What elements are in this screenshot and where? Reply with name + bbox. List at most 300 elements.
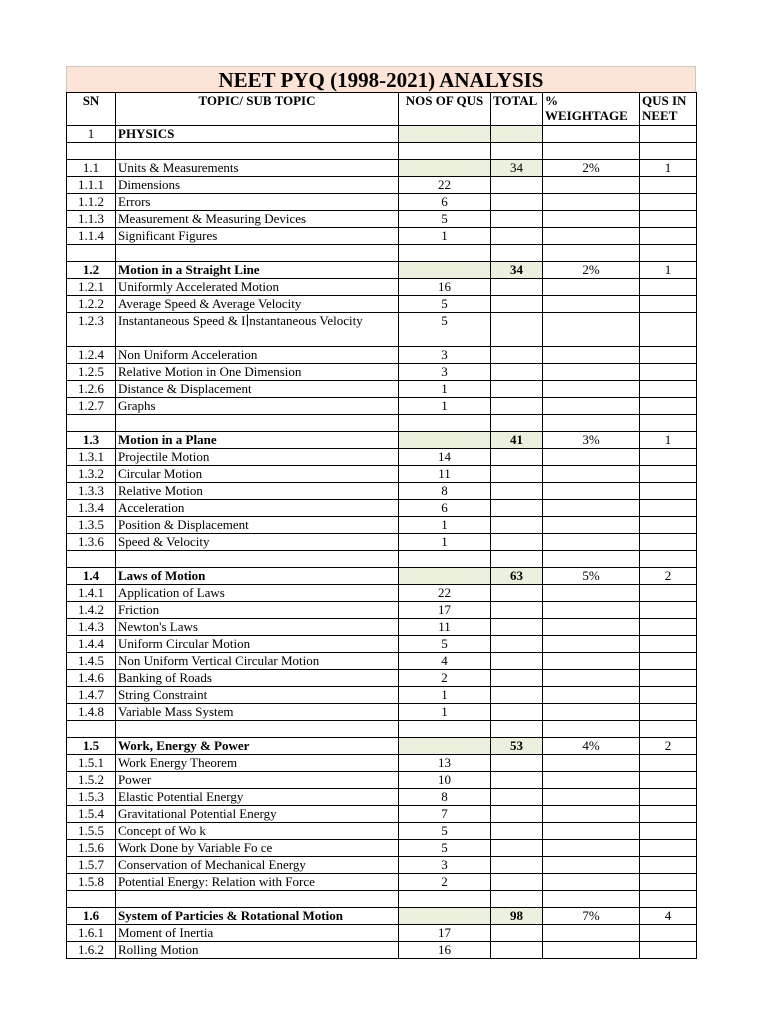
topic-row (67, 177, 697, 194)
topic-weightage-cell (543, 653, 640, 670)
section-nos-cell (399, 568, 491, 585)
topic-weightage-cell (543, 670, 640, 687)
topic-name: Work Done by Variable Fo ce (116, 840, 399, 857)
subject-row (67, 126, 697, 143)
section-neet: 2 (640, 568, 697, 585)
topic-name: Friction (116, 602, 399, 619)
topic-count: 1 (399, 398, 491, 415)
empty-cell (67, 721, 116, 738)
section-name: Motion in a Plane (116, 432, 399, 449)
topic-neet-cell (640, 925, 697, 942)
section-nos-cell (399, 160, 491, 177)
topic-count: 1 (399, 534, 491, 551)
topic-count: 14 (399, 449, 491, 466)
spacer-row (67, 415, 697, 432)
section-row (67, 568, 697, 585)
topic-count: 10 (399, 772, 491, 789)
topic-total-cell (491, 874, 543, 891)
topic-sn: 1.4.4 (67, 636, 116, 653)
section-sn: 1.3 (67, 432, 116, 449)
topic-sn: 1.3.1 (67, 449, 116, 466)
topic-total-cell (491, 687, 543, 704)
topic-count: 6 (399, 500, 491, 517)
empty-cell (67, 551, 116, 568)
empty-cell (640, 891, 697, 908)
section-name: Motion in a Straight Line (116, 262, 399, 279)
topic-total-cell (491, 789, 543, 806)
topic-neet-cell (640, 840, 697, 857)
topic-row (67, 772, 697, 789)
topic-count: 5 (399, 840, 491, 857)
topic-count: 22 (399, 585, 491, 602)
empty-cell (543, 245, 640, 262)
topic-row (67, 364, 697, 381)
topic-count: 1 (399, 517, 491, 534)
section-neet: 2 (640, 738, 697, 755)
topic-weightage-cell (543, 840, 640, 857)
topic-weightage-cell (543, 347, 640, 364)
topic-name: Rolling Motion (116, 942, 399, 959)
spacer-row (67, 551, 697, 568)
topic-sn: 1.1.1 (67, 177, 116, 194)
topic-total-cell (491, 670, 543, 687)
section-total: 34 (491, 160, 543, 177)
topic-row (67, 228, 697, 245)
topic-sn: 1.5.3 (67, 789, 116, 806)
topic-total-cell (491, 347, 543, 364)
analysis-sheet (66, 66, 696, 959)
topic-row (67, 483, 697, 500)
topic-neet-cell (640, 772, 697, 789)
topic-row (67, 279, 697, 296)
topic-total-cell (491, 313, 543, 347)
topic-total-cell (491, 211, 543, 228)
topic-weightage-cell (543, 381, 640, 398)
empty-cell (399, 143, 491, 160)
empty-cell (67, 891, 116, 908)
topic-row (67, 653, 697, 670)
topic-name: Concept of Wo k (116, 823, 399, 840)
topic-weightage-cell (543, 857, 640, 874)
topic-name: Banking of Roads (116, 670, 399, 687)
topic-neet-cell (640, 364, 697, 381)
topic-total-cell (491, 942, 543, 959)
topic-name: Variable Mass System (116, 704, 399, 721)
empty-cell (543, 551, 640, 568)
empty-cell (491, 891, 543, 908)
topic-count: 1 (399, 381, 491, 398)
topic-sn: 1.3.5 (67, 517, 116, 534)
topic-weightage-cell (543, 755, 640, 772)
section-name: System of Particies & Rotational Motion (116, 908, 399, 925)
empty-cell (640, 415, 697, 432)
empty-cell (116, 721, 399, 738)
topic-name: Elastic Potential Energy (116, 789, 399, 806)
topic-row (67, 296, 697, 313)
topic-name: Work Energy Theorem (116, 755, 399, 772)
topic-total-cell (491, 296, 543, 313)
topic-total-cell (491, 840, 543, 857)
topic-count: 2 (399, 874, 491, 891)
topic-total-cell (491, 925, 543, 942)
topic-row (67, 789, 697, 806)
topic-count: 16 (399, 942, 491, 959)
topic-neet-cell (640, 857, 697, 874)
spacer-row (67, 143, 697, 160)
topic-row (67, 449, 697, 466)
topic-row (67, 823, 697, 840)
subject-name: PHYSICS (116, 126, 399, 143)
topic-neet-cell (640, 619, 697, 636)
topic-weightage-cell (543, 585, 640, 602)
topic-count: 5 (399, 823, 491, 840)
topic-count: 5 (399, 636, 491, 653)
topic-total-cell (491, 704, 543, 721)
section-total: 34 (491, 262, 543, 279)
topic-count: 2 (399, 670, 491, 687)
topic-weightage-cell (543, 177, 640, 194)
header-sn: SN (67, 93, 116, 126)
topic-row (67, 840, 697, 857)
header-total: TOTAL (491, 93, 543, 126)
topic-neet-cell (640, 177, 697, 194)
section-row (67, 908, 697, 925)
topic-sn: 1.4.2 (67, 602, 116, 619)
topic-row (67, 500, 697, 517)
header-neet-line1: QUS IN (642, 93, 687, 108)
topic-sn: 1.1.3 (67, 211, 116, 228)
topic-row (67, 874, 697, 891)
topic-row (67, 704, 697, 721)
empty-cell (491, 245, 543, 262)
topic-name: Graphs (116, 398, 399, 415)
subject-neet-cell (640, 126, 697, 143)
topic-row (67, 925, 697, 942)
topic-row (67, 211, 697, 228)
topic-neet-cell (640, 398, 697, 415)
topic-sn: 1.5.8 (67, 874, 116, 891)
topic-sn: 1.5.6 (67, 840, 116, 857)
topic-row (67, 517, 697, 534)
topic-neet-cell (640, 636, 697, 653)
section-total: 41 (491, 432, 543, 449)
topic-name: Non Uniform Acceleration (116, 347, 399, 364)
topic-weightage-cell (543, 789, 640, 806)
section-name: Work, Energy & Power (116, 738, 399, 755)
topic-weightage-cell (543, 823, 640, 840)
topic-count: 17 (399, 925, 491, 942)
topic-sn: 1.2.7 (67, 398, 116, 415)
topic-neet-cell (640, 449, 697, 466)
topic-row (67, 585, 697, 602)
section-sn: 1.6 (67, 908, 116, 925)
topic-sn: 1.4.6 (67, 670, 116, 687)
topic-sn: 1.6.2 (67, 942, 116, 959)
empty-cell (543, 143, 640, 160)
topic-count: 17 (399, 602, 491, 619)
section-sn: 1.2 (67, 262, 116, 279)
topic-name: Application of Laws (116, 585, 399, 602)
subject-weightage-cell (543, 126, 640, 143)
subject-total-cell (491, 126, 543, 143)
topic-count: 1 (399, 228, 491, 245)
empty-cell (67, 245, 116, 262)
spacer-row (67, 245, 697, 262)
topic-weightage-cell (543, 398, 640, 415)
section-row (67, 432, 697, 449)
section-nos-cell (399, 262, 491, 279)
header-topic: TOPIC/ SUB TOPIC (116, 93, 399, 126)
empty-cell (543, 721, 640, 738)
spacer-row (67, 891, 697, 908)
topic-total-cell (491, 806, 543, 823)
topic-name: Projectile Motion (116, 449, 399, 466)
topic-neet-cell (640, 381, 697, 398)
topic-row (67, 602, 697, 619)
topic-neet-cell (640, 194, 697, 211)
header-neet (640, 93, 697, 126)
topic-name: Gravitational Potential Energy (116, 806, 399, 823)
topic-row (67, 347, 697, 364)
topic-weightage-cell (543, 517, 640, 534)
topic-neet-cell (640, 687, 697, 704)
topic-neet-cell (640, 585, 697, 602)
topic-count: 11 (399, 466, 491, 483)
topic-row (67, 636, 697, 653)
analysis-table (66, 92, 697, 959)
section-sn: 1.4 (67, 568, 116, 585)
topic-neet-cell (640, 483, 697, 500)
topic-sn: 1.1.4 (67, 228, 116, 245)
empty-cell (640, 551, 697, 568)
sheet-title: NEET PYQ (1998-2021) ANALYSIS (66, 66, 696, 92)
topic-weightage-cell (543, 942, 640, 959)
topic-name: Uniformly Accelerated Motion (116, 279, 399, 296)
topic-neet-cell (640, 602, 697, 619)
empty-cell (399, 891, 491, 908)
topic-count: 3 (399, 347, 491, 364)
topic-sn: 1.5.4 (67, 806, 116, 823)
topic-row (67, 534, 697, 551)
subject-sn: 1 (67, 126, 116, 143)
topic-row (67, 806, 697, 823)
empty-cell (116, 415, 399, 432)
section-nos-cell (399, 738, 491, 755)
topic-sn: 1.2.2 (67, 296, 116, 313)
topic-weightage-cell (543, 296, 640, 313)
topic-sn: 1.2.6 (67, 381, 116, 398)
header-weightage-line2: WEIGHTAGE (545, 108, 628, 123)
section-weightage: 3% (543, 432, 640, 449)
topic-count: 16 (399, 279, 491, 296)
topic-sn: 1.5.5 (67, 823, 116, 840)
topic-count: 8 (399, 789, 491, 806)
section-sn: 1.5 (67, 738, 116, 755)
topic-total-cell (491, 619, 543, 636)
topic-sn: 1.5.7 (67, 857, 116, 874)
topic-name: Potential Energy: Relation with Force (116, 874, 399, 891)
topic-weightage-cell (543, 279, 640, 296)
topic-total-cell (491, 857, 543, 874)
topic-neet-cell (640, 211, 697, 228)
section-weightage: 4% (543, 738, 640, 755)
topic-row (67, 755, 697, 772)
empty-cell (399, 245, 491, 262)
section-name: Units & Measurements (116, 160, 399, 177)
topic-count: 3 (399, 364, 491, 381)
section-weightage: 2% (543, 160, 640, 177)
topic-row (67, 194, 697, 211)
topic-row (67, 857, 697, 874)
topic-count: 1 (399, 704, 491, 721)
section-neet: 1 (640, 262, 697, 279)
section-nos-cell (399, 432, 491, 449)
topic-sn: 1.2.3 (67, 313, 116, 347)
topic-neet-cell (640, 823, 697, 840)
topic-row (67, 942, 697, 959)
topic-row (67, 619, 697, 636)
empty-cell (116, 891, 399, 908)
topic-name: Errors (116, 194, 399, 211)
subject-nos-cell (399, 126, 491, 143)
topic-weightage-cell (543, 228, 640, 245)
topic-name: Average Speed & Average Velocity (116, 296, 399, 313)
section-total: 53 (491, 738, 543, 755)
topic-total-cell (491, 585, 543, 602)
topic-count: 11 (399, 619, 491, 636)
topic-name: Measurement & Measuring Devices (116, 211, 399, 228)
topic-weightage-cell (543, 925, 640, 942)
topic-neet-cell (640, 517, 697, 534)
topic-neet-cell (640, 789, 697, 806)
topic-count: 1 (399, 687, 491, 704)
topic-name: Significant Figures (116, 228, 399, 245)
section-name: Laws of Motion (116, 568, 399, 585)
topic-total-cell (491, 177, 543, 194)
topic-weightage-cell (543, 466, 640, 483)
topic-total-cell (491, 517, 543, 534)
topic-total-cell (491, 823, 543, 840)
topic-total-cell (491, 449, 543, 466)
topic-weightage-cell (543, 483, 640, 500)
topic-count: 5 (399, 296, 491, 313)
topic-count: 5 (399, 313, 491, 347)
section-weightage: 5% (543, 568, 640, 585)
topic-neet-cell (640, 670, 697, 687)
topic-neet-cell (640, 500, 697, 517)
topic-row (67, 381, 697, 398)
topic-sn: 1.4.3 (67, 619, 116, 636)
topic-weightage-cell (543, 636, 640, 653)
topic-sn: 1.3.4 (67, 500, 116, 517)
topic-neet-cell (640, 466, 697, 483)
empty-cell (491, 143, 543, 160)
section-neet: 1 (640, 432, 697, 449)
topic-neet-cell (640, 755, 697, 772)
topic-count: 3 (399, 857, 491, 874)
empty-cell (399, 721, 491, 738)
topic-sn: 1.2.4 (67, 347, 116, 364)
topic-sn: 1.4.8 (67, 704, 116, 721)
topic-name: Conservation of Mechanical Energy (116, 857, 399, 874)
topic-weightage-cell (543, 449, 640, 466)
topic-weightage-cell (543, 364, 640, 381)
topic-total-cell (491, 534, 543, 551)
section-total: 98 (491, 908, 543, 925)
topic-total-cell (491, 364, 543, 381)
topic-sn: 1.5.2 (67, 772, 116, 789)
topic-name: Speed & Velocity (116, 534, 399, 551)
empty-cell (399, 415, 491, 432)
header-weightage-line1: % (545, 93, 558, 108)
empty-cell (67, 415, 116, 432)
section-row (67, 160, 697, 177)
topic-total-cell (491, 755, 543, 772)
topic-weightage-cell (543, 874, 640, 891)
topic-name: Distance & Displacement (116, 381, 399, 398)
topic-sn: 1.4.5 (67, 653, 116, 670)
section-row (67, 738, 697, 755)
header-row (67, 93, 697, 126)
topic-name: Relative Motion in One Dimension (116, 364, 399, 381)
topic-name: Acceleration (116, 500, 399, 517)
section-neet: 1 (640, 160, 697, 177)
empty-cell (399, 551, 491, 568)
section-weightage: 2% (543, 262, 640, 279)
empty-cell (491, 415, 543, 432)
topic-row (67, 398, 697, 415)
topic-name: Dimensions (116, 177, 399, 194)
topic-name: Instantaneous Speed & I∣nstantaneous Velocity (116, 313, 399, 347)
topic-name: Circular Motion (116, 466, 399, 483)
empty-cell (67, 143, 116, 160)
topic-total-cell (491, 602, 543, 619)
section-sn: 1.1 (67, 160, 116, 177)
topic-name: Power (116, 772, 399, 789)
topic-count: 7 (399, 806, 491, 823)
topic-neet-cell (640, 704, 697, 721)
topic-total-cell (491, 653, 543, 670)
topic-weightage-cell (543, 313, 640, 347)
topic-neet-cell (640, 653, 697, 670)
topic-weightage-cell (543, 772, 640, 789)
topic-total-cell (491, 279, 543, 296)
topic-name: Relative Motion (116, 483, 399, 500)
topic-weightage-cell (543, 704, 640, 721)
topic-total-cell (491, 466, 543, 483)
topic-weightage-cell (543, 194, 640, 211)
section-neet: 4 (640, 908, 697, 925)
topic-weightage-cell (543, 534, 640, 551)
topic-neet-cell (640, 296, 697, 313)
topic-count: 22 (399, 177, 491, 194)
topic-neet-cell (640, 313, 697, 347)
topic-total-cell (491, 483, 543, 500)
topic-count: 5 (399, 211, 491, 228)
section-total: 63 (491, 568, 543, 585)
topic-name: String Constraint (116, 687, 399, 704)
topic-sn: 1.4.7 (67, 687, 116, 704)
topic-weightage-cell (543, 619, 640, 636)
topic-sn: 1.1.2 (67, 194, 116, 211)
topic-sn: 1.2.1 (67, 279, 116, 296)
section-nos-cell (399, 908, 491, 925)
topic-name: Uniform Circular Motion (116, 636, 399, 653)
topic-total-cell (491, 398, 543, 415)
topic-sn: 1.3.6 (67, 534, 116, 551)
topic-weightage-cell (543, 806, 640, 823)
topic-count: 4 (399, 653, 491, 670)
